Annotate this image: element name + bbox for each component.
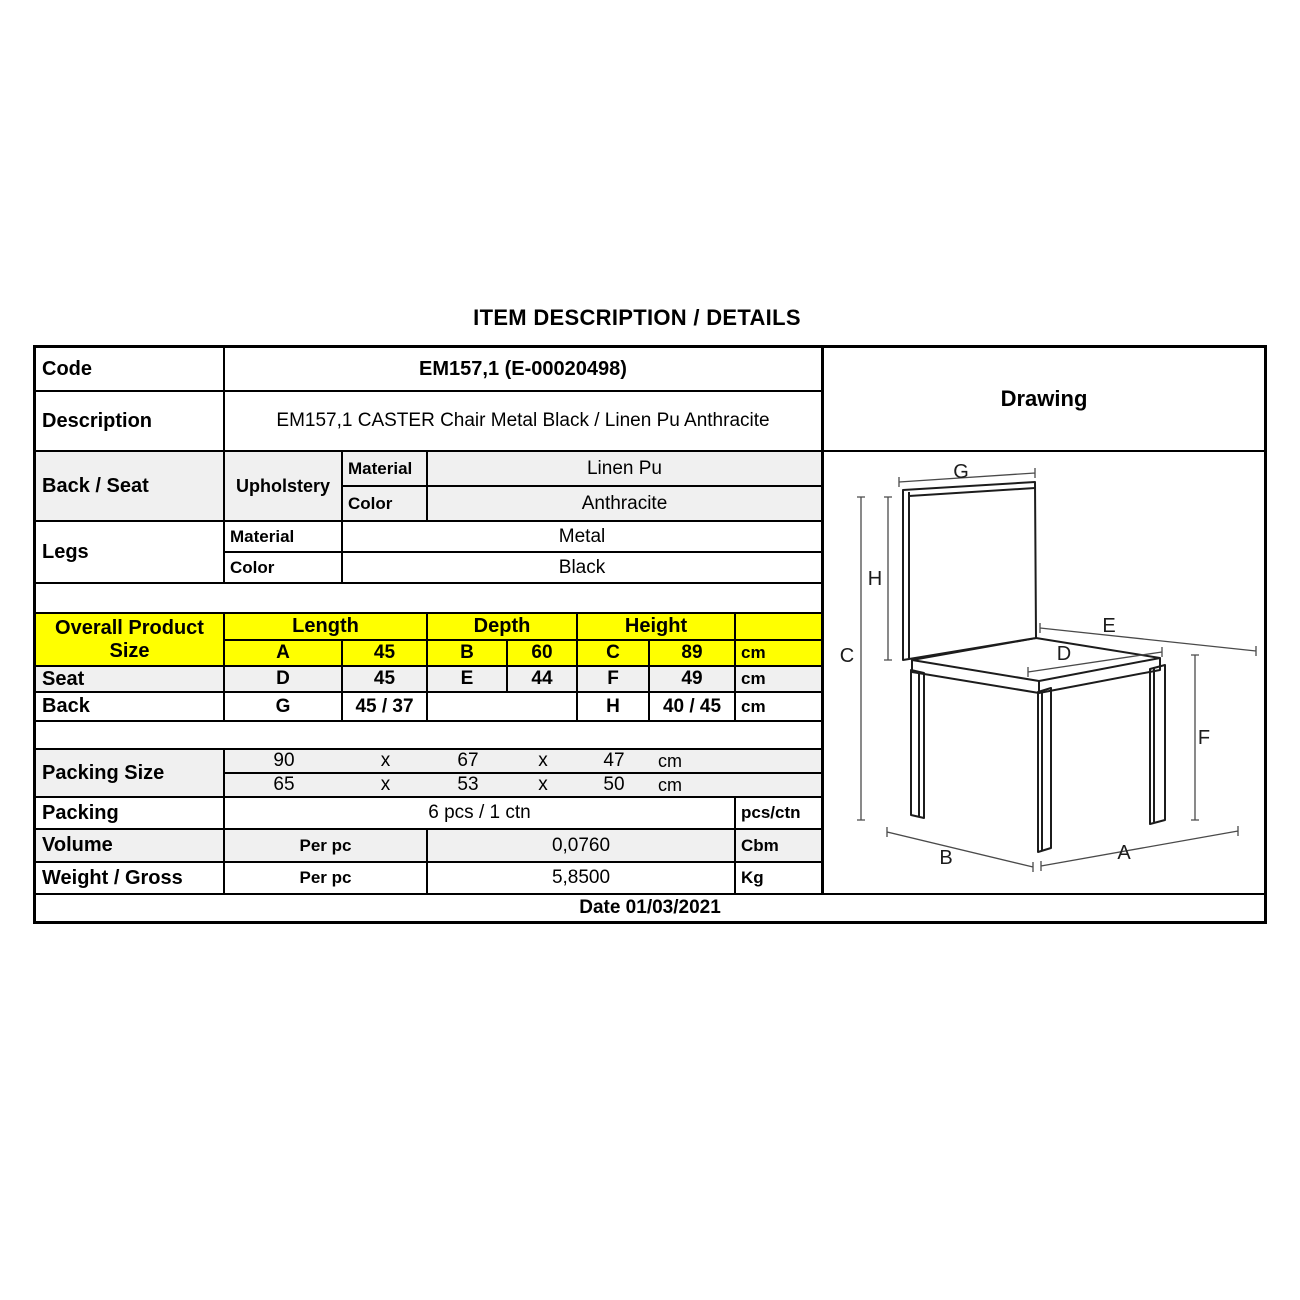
description-row (36, 392, 821, 452)
dim-label-d: D (1056, 643, 1072, 665)
seat-key-f: F (578, 667, 650, 691)
code-label: Code (36, 348, 225, 390)
sheet-main (36, 348, 1264, 893)
back-seat-color-label: Color (343, 487, 428, 520)
volume-basis: Per pc (225, 830, 428, 861)
dim-label-a: A (1117, 842, 1131, 864)
packing-size-section (36, 750, 821, 798)
packing-row (36, 798, 821, 830)
dim-line-h (884, 497, 892, 660)
overall-size-section (36, 614, 821, 667)
packing-size-row-1 (225, 750, 821, 774)
back-seat-subtable (343, 452, 821, 520)
overall-key-c: C (578, 641, 650, 666)
volume-unit: Cbm (736, 830, 821, 861)
length-header: Length (225, 614, 428, 639)
carton1-x1: x (343, 750, 428, 772)
carton1-dim1: 90 (225, 750, 343, 772)
chair-drawing-svg (824, 452, 1264, 893)
overall-val-b: 60 (508, 641, 578, 666)
chair-backrest (903, 482, 1036, 660)
legs-color-label: Color (225, 553, 343, 582)
legs-material-label: Material (225, 522, 343, 551)
chair-left-leg (911, 670, 924, 818)
code-value: EM157,1 (E-00020498) (419, 357, 627, 380)
packing-label: Packing (36, 798, 225, 828)
legs-section (36, 522, 821, 584)
depth-header: Depth (428, 614, 578, 639)
overall-unit: cm (736, 641, 821, 666)
legs-label: Legs (36, 522, 225, 582)
overall-key-a: A (225, 641, 343, 666)
dim-label-e: E (1102, 615, 1116, 637)
description-value: EM157,1 CASTER Chair Metal Black / Linen Pu Anthracite (276, 410, 770, 431)
back-label: Back (36, 693, 225, 720)
back-seat-material-value: Linen Pu (428, 452, 821, 485)
overall-key-b: B (428, 641, 508, 666)
drawing-panel (824, 348, 1264, 893)
carton2-unit: cm (650, 774, 736, 796)
packing-size-label: Packing Size (36, 750, 225, 796)
overall-values-row (225, 641, 821, 666)
chair-shape (903, 482, 1165, 852)
volume-value: 0,0760 (428, 830, 736, 861)
seat-val-d: 45 (343, 667, 428, 691)
weight-value: 5,8500 (428, 863, 736, 893)
back-seat-label: Back / Seat (36, 452, 225, 520)
weight-label: Weight / Gross (36, 863, 225, 893)
back-val-g: 45 / 37 (343, 693, 428, 720)
legs-color-row (225, 553, 821, 582)
legs-material-value: Metal (558, 525, 606, 547)
spec-table (36, 348, 824, 893)
carton1-x2: x (508, 750, 578, 772)
description-label: Description (36, 392, 225, 450)
legs-material-row (225, 522, 821, 553)
spacer-row-1 (36, 584, 821, 614)
dim-line-c (857, 497, 865, 820)
seat-size-row (36, 667, 821, 693)
packing-value: 6 pcs / 1 ctn (225, 798, 736, 828)
drawing-panel-title: Drawing (824, 348, 1264, 452)
size-header-row (225, 614, 821, 641)
dim-line-b (887, 827, 1033, 872)
page-title: ITEM DESCRIPTION / DETAILS (473, 305, 801, 330)
back-size-row (36, 693, 821, 722)
back-empty-cell (428, 693, 578, 720)
height-header: Height (578, 614, 736, 639)
seat-val-f: 49 (650, 667, 736, 691)
carton1-unit: cm (650, 750, 736, 772)
carton2-x2: x (508, 774, 578, 796)
packing-unit: pcs/ctn (741, 803, 801, 822)
date-value: Date 01/03/2021 (579, 897, 721, 918)
code-row (36, 348, 821, 392)
chair-drawing (824, 452, 1264, 893)
carton2-dim2: 53 (428, 774, 508, 796)
carton2-dim3: 50 (578, 774, 650, 796)
legs-subtable (225, 522, 821, 582)
overall-size-subtable (225, 614, 821, 665)
legs-color-value: Black (558, 556, 606, 578)
dim-label-f: F (1197, 727, 1211, 749)
dim-label-h: H (867, 568, 883, 590)
seat-key-e: E (428, 667, 508, 691)
packing-size-row-2 (225, 774, 821, 796)
dim-label-b: B (939, 847, 953, 869)
dim-line-a (1041, 826, 1238, 871)
weight-basis: Per pc (225, 863, 428, 893)
back-seat-material-label: Material (343, 452, 428, 485)
back-val-h: 40 / 45 (650, 693, 736, 720)
carton2-x1: x (343, 774, 428, 796)
upholstery-cell: Upholstery (225, 452, 343, 520)
carton1-dim3: 47 (578, 750, 650, 772)
volume-label: Volume (36, 830, 225, 861)
seat-unit: cm (736, 667, 821, 691)
packing-size-subtable (225, 750, 821, 796)
back-seat-color-value: Anthracite (428, 487, 821, 520)
back-seat-color-row (343, 487, 821, 520)
back-key-g: G (225, 693, 343, 720)
overall-size-label (36, 614, 225, 665)
overall-val-a: 45 (343, 641, 428, 666)
overall-size-label-line2: Size (109, 639, 150, 662)
back-unit: cm (741, 696, 766, 716)
weight-row (36, 863, 821, 893)
date-row (36, 893, 1264, 921)
volume-row (36, 830, 821, 863)
spacer-row-2 (36, 722, 821, 750)
size-header-empty (736, 614, 821, 639)
overall-size-label-line1: Overall Product (55, 616, 204, 639)
spec-sheet (33, 345, 1267, 924)
seat-val-e: 44 (508, 667, 578, 691)
dim-label-g: G (953, 461, 969, 483)
overall-val-c: 89 (650, 641, 736, 666)
seat-key-d: D (225, 667, 343, 691)
weight-unit: Kg (741, 868, 764, 887)
seat-label: Seat (36, 667, 225, 691)
dim-label-c: C (839, 645, 855, 667)
chair-right-leg (1150, 665, 1165, 824)
back-seat-material-row (343, 452, 821, 487)
chair-front-leg (1038, 688, 1051, 852)
carton1-dim2: 67 (428, 750, 508, 772)
back-seat-section (36, 452, 821, 522)
back-key-h: H (578, 693, 650, 720)
carton2-dim1: 65 (225, 774, 343, 796)
